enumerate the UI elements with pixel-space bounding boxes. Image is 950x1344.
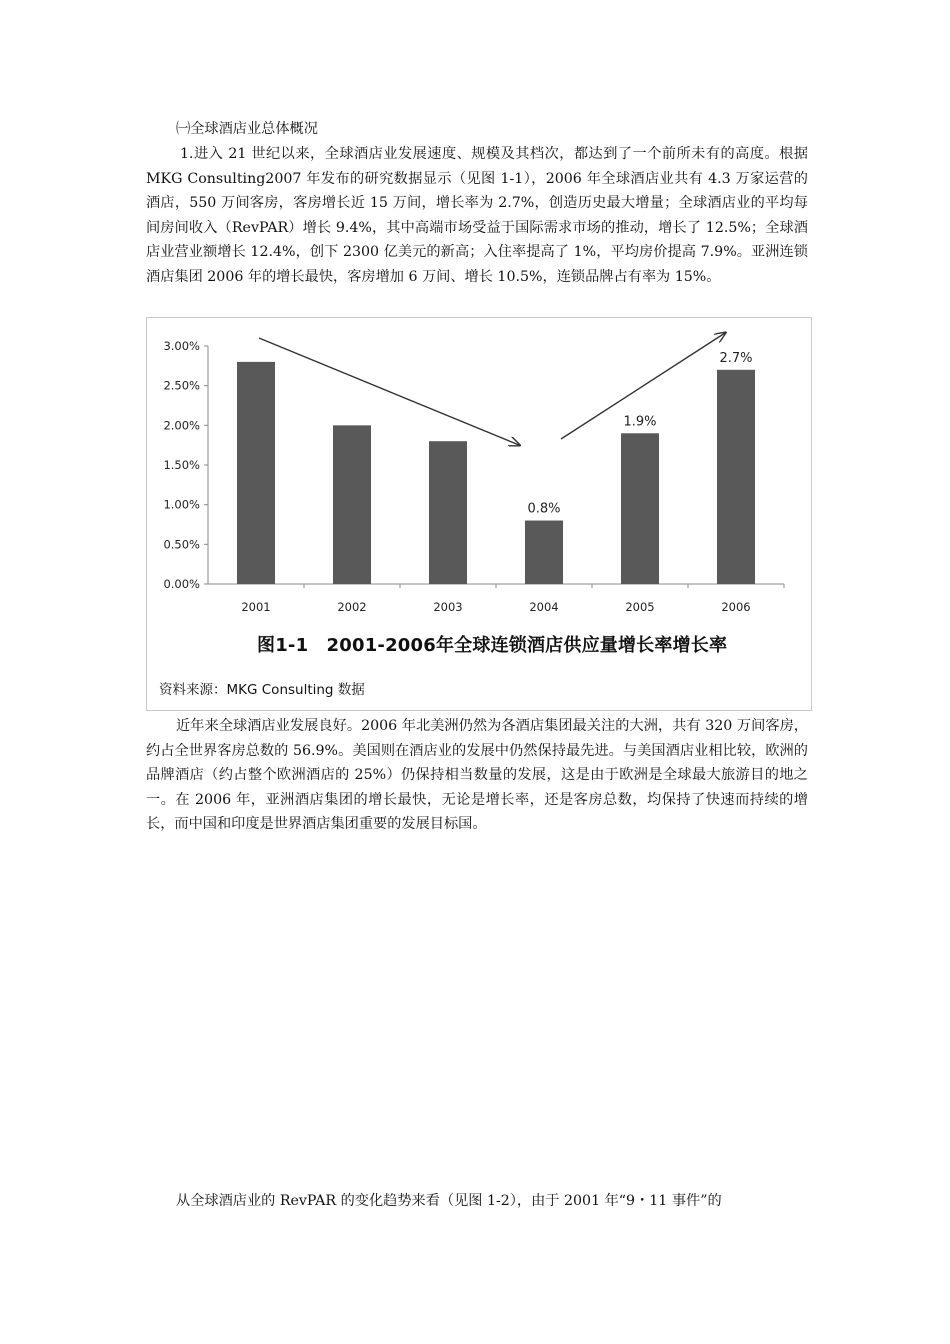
figure-source: 资料来源：MKG Consulting 数据 [159, 682, 365, 698]
bar [525, 521, 563, 584]
data-label: 0.8% [527, 501, 561, 517]
y-tick-label: 0.50% [163, 537, 200, 552]
y-tick-label: 1.50% [163, 458, 200, 472]
figure-1-1 [146, 317, 812, 711]
y-tick-label: 2.00% [163, 418, 200, 433]
paragraph-2: 近年来全球酒店业发展良好。2006 年北美洲仍然为各酒店集团最关注的大洲，共有 320 万间客房，约占全世界客房总数的 56.9%。美国则在酒店业的发展中仍然保持最先进。与美国酒店业相比较，欧洲的品牌酒店（约占整个欧洲酒店的 25%）仍保持相当数量的发展，这是由于欧洲是全球最大旅游目的地之一。在 2006 年，亚洲酒店集团的增长最快，无论是增长率，还是客房总数，均保持了快速而持续的增长，而中国和印度是世界酒店集团重要的发展目标国。 [146, 718, 808, 832]
data-label: 2.7% [719, 350, 753, 366]
y-tick-label: 0.00% [163, 577, 200, 591]
section-heading: ㈠全球酒店业总体概况 [176, 121, 318, 137]
bar [429, 441, 467, 584]
paragraph-1: 1.进入 21 世纪以来，全球酒店业发展速度、规模及其档次，都达到了一个前所未有的高度。根据 MKG Consulting2007 年发布的研究数据显示（见图 1-1），2006 年全球酒店业共有 4.3 万家运营的酒店，550 万间客房，客房增长近 15 万间，增长率为 2.7%，创造历史最大增量；全球酒店业的平均每间房间收入（RevPAR）增长 9.4%，其中高端市场受益于国际需求市场的推动，增长了 12.5%；全球酒店业营业额增长 12.4%，创下 2300 亿美元的新高；入住率提高了 1%，平均房价提高 7.9%。亚洲连锁酒店集团 2006 年的增长最快，客房增加 6 万间、增长 10.5%，连锁品牌占有率为 15%。 [146, 146, 808, 285]
bar [717, 370, 755, 584]
x-tick-label: 2003 [433, 600, 463, 614]
x-tick-label: 2004 [529, 600, 559, 614]
y-tick-label: 1.00% [163, 497, 200, 512]
y-tick-label: 3.00% [163, 339, 200, 353]
paragraph-3: 从全球酒店业的 RevPAR 的变化趋势来看（见图 1-2），由于 2001 年“9・11 事件”的 [176, 1193, 722, 1209]
y-tick-label: 2.50% [163, 378, 200, 393]
x-tick-label: 2002 [337, 600, 367, 614]
x-tick-label: 2001 [241, 600, 271, 614]
bar [237, 362, 275, 584]
bar [621, 433, 659, 584]
down-trend-arrow [259, 338, 519, 445]
x-tick-label: 2005 [625, 600, 655, 614]
figure-caption: 图1-1 2001-2006年全球连锁酒店供应量增长率增长率 [257, 635, 728, 656]
data-label: 1.9% [623, 414, 657, 430]
x-tick-label: 2006 [721, 600, 751, 614]
bar [333, 425, 371, 584]
